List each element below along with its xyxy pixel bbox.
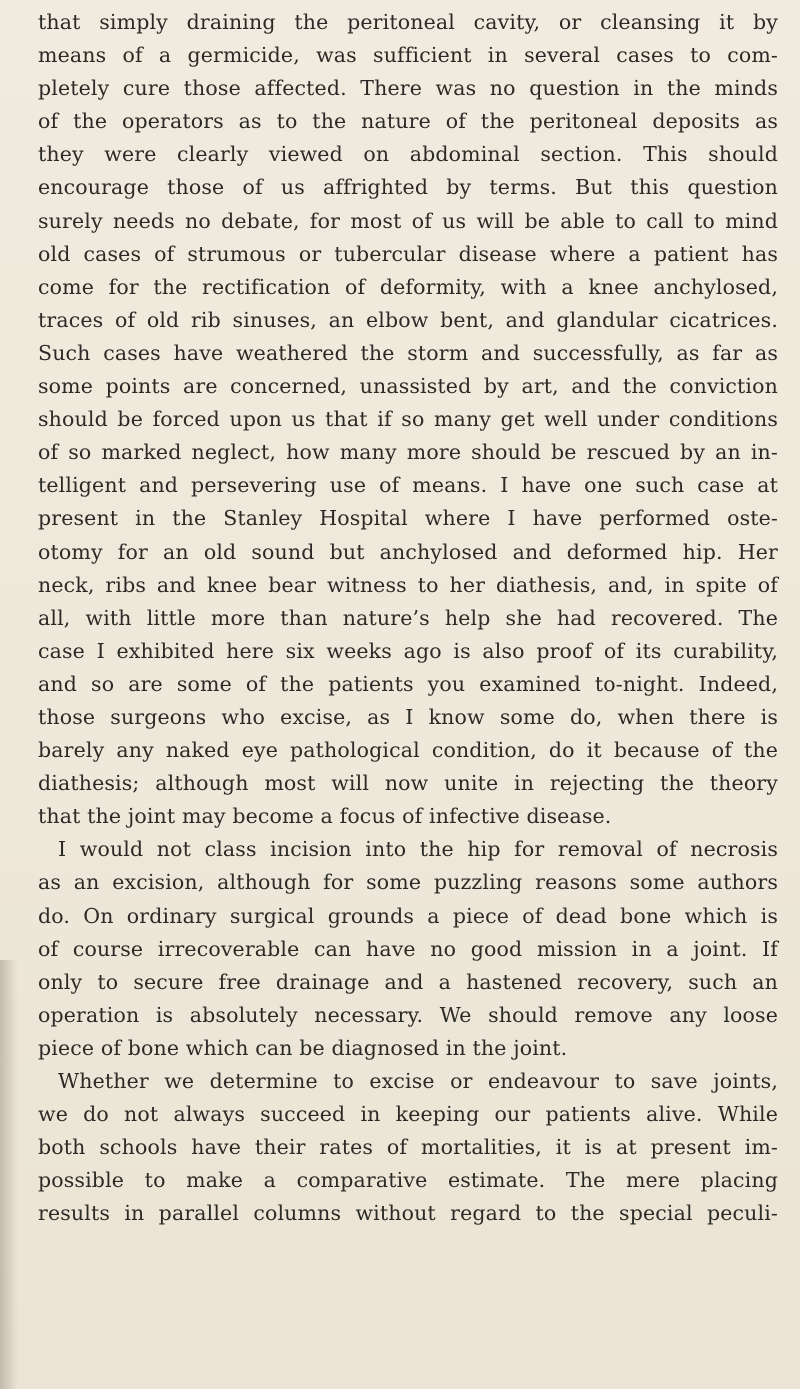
text-line: otomy for an old sound but anchylosed and deformed hip. Her <box>38 539 778 564</box>
text-line: some points are concerned, unassisted by art, and the conviction <box>38 374 778 399</box>
text-line: old cases of strumous or tubercular disease where a patient has <box>38 241 778 266</box>
text-line: present in the Stanley Hospital where I have performed oste- <box>38 506 778 531</box>
text-line: pletely cure those affected. There was no question in the minds <box>38 76 778 101</box>
text-line: traces of old rib sinuses, an elbow bent, and glandular cicatrices. <box>38 307 778 332</box>
text-line: as an excision, although for some puzzling reasons some authors <box>38 870 778 895</box>
text-line: case I exhibited here six weeks ago is also proof of its curability, <box>38 638 778 663</box>
text-line: I would not class incision into the hip for removal of necrosis <box>58 837 778 862</box>
text-line: surely needs no debate, for most of us will be able to call to mind <box>38 208 778 233</box>
text-line: piece of bone which can be diagnosed in the joint. <box>38 1035 568 1060</box>
page-edge-shadow <box>0 960 18 1389</box>
text-line: Such cases have weathered the storm and successfully, as far as <box>38 340 778 365</box>
text-line: operation is absolutely necessary. We should remove any loose <box>38 1002 778 1027</box>
body-text <box>38 6 778 1230</box>
text-line: both schools have their rates of mortalities, it is at present im- <box>38 1135 778 1160</box>
text-line: they were clearly viewed on abdominal section. This should <box>38 142 778 167</box>
text-line: those surgeons who excise, as I know some do, when there is <box>38 704 778 729</box>
text-line: Whether we determine to excise or endeavour to save joints, <box>58 1069 778 1093</box>
text-line: and so are some of the patients you examined to-night. Indeed, <box>38 671 778 696</box>
text-line: of course irrecoverable can have no good mission in a joint. If <box>38 936 778 961</box>
text-line: that the joint may become a focus of infective disease. <box>38 804 612 829</box>
text-line: should be forced upon us that if so many get well under conditions <box>38 407 778 432</box>
text-line: barely any naked eye pathological condition, do it because of the <box>38 738 778 763</box>
text-line: we do not always succeed in keeping our patients alive. While <box>38 1102 778 1127</box>
text-line: come for the rectification of deformity, with a knee anchylosed, <box>38 274 778 299</box>
text-line: encourage those of us affrighted by terms. But this question <box>38 175 778 200</box>
text-line: do. On ordinary surgical grounds a piece of dead bone which is <box>38 903 778 928</box>
text-line: telligent and persevering use of means. I have one such case at <box>38 473 778 498</box>
text-line: means of a germicide, was sufficient in several cases to com- <box>38 43 778 68</box>
text-line: of the operators as to the nature of the peritoneal deposits as <box>38 109 778 134</box>
text-line: that simply draining the peritoneal cavity, or cleansing it by <box>38 10 778 34</box>
text-line: all, with little more than nature’s help she had recovered. The <box>38 605 778 630</box>
text-line: of so marked neglect, how many more should be rescued by an in- <box>38 440 778 465</box>
text-line: neck, ribs and knee bear witness to her diathesis, and, in spite of <box>38 572 778 597</box>
text-line: results in parallel columns without regard to the special peculi- <box>38 1201 778 1226</box>
text-line: only to secure free drainage and a hastened recovery, such an <box>38 969 778 994</box>
text-line: diathesis; although most will now unite in rejecting the theory <box>38 771 778 796</box>
text-line: possible to make a comparative estimate. The mere placing <box>38 1168 778 1193</box>
